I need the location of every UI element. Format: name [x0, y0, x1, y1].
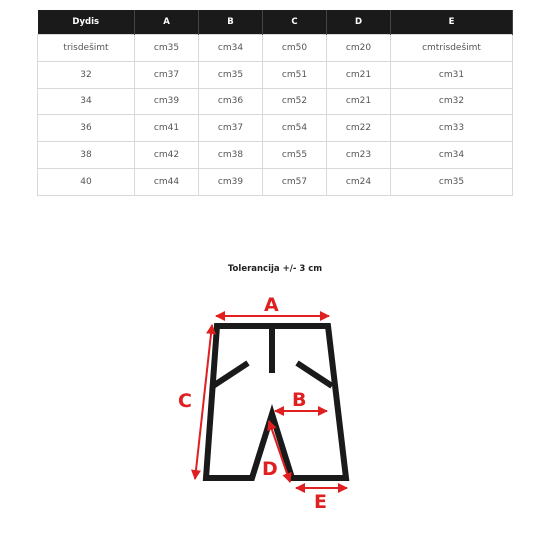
- shorts-outline: [206, 326, 346, 478]
- cell-e: cm33: [391, 115, 513, 142]
- cell-d: cm20: [327, 35, 391, 62]
- cell-b: cm36: [199, 88, 263, 115]
- cell-e: cmtrisdešimt: [391, 35, 513, 62]
- cell-b: cm38: [199, 142, 263, 169]
- cell-a: cm35: [135, 35, 199, 62]
- label-d: D: [262, 458, 278, 480]
- label-c: C: [178, 390, 192, 412]
- label-a: A: [264, 294, 279, 316]
- cell-e: cm34: [391, 142, 513, 169]
- cell-b: cm37: [199, 115, 263, 142]
- cell-size: 40: [38, 168, 135, 195]
- cell-e: cm31: [391, 61, 513, 88]
- cell-b: cm35: [199, 61, 263, 88]
- shorts-body-outline: [206, 326, 346, 478]
- cell-size: 36: [38, 115, 135, 142]
- cell-size: 34: [38, 88, 135, 115]
- cell-size: 32: [38, 61, 135, 88]
- header-size: Dydis: [38, 10, 135, 35]
- cell-c: cm50: [263, 35, 327, 62]
- cell-d: cm23: [327, 142, 391, 169]
- cell-a: cm42: [135, 142, 199, 169]
- cell-a: cm41: [135, 115, 199, 142]
- label-b: B: [292, 389, 307, 411]
- cell-e: cm32: [391, 88, 513, 115]
- cell-d: cm24: [327, 168, 391, 195]
- cell-c: cm54: [263, 115, 327, 142]
- cell-d: cm21: [327, 61, 391, 88]
- header-b: B: [199, 10, 263, 35]
- cell-b: cm34: [199, 35, 263, 62]
- cell-b: cm39: [199, 168, 263, 195]
- header-c: C: [263, 10, 327, 35]
- cell-c: cm51: [263, 61, 327, 88]
- cell-c: cm52: [263, 88, 327, 115]
- cell-d: cm21: [327, 88, 391, 115]
- header-a: A: [135, 10, 199, 35]
- left-pocket-line: [213, 363, 248, 386]
- cell-a: cm37: [135, 61, 199, 88]
- cell-c: cm55: [263, 142, 327, 169]
- tolerance-label: Tolerancija +/- 3 cm: [227, 264, 323, 274]
- cell-a: cm44: [135, 168, 199, 195]
- cell-c: cm57: [263, 168, 327, 195]
- cell-size: trisdešimt: [38, 35, 135, 62]
- label-e: E: [314, 491, 327, 513]
- cell-d: cm22: [327, 115, 391, 142]
- right-pocket-line: [297, 363, 332, 386]
- header-d: D: [327, 10, 391, 35]
- header-e: E: [391, 10, 513, 35]
- cell-a: cm39: [135, 88, 199, 115]
- cell-size: 38: [38, 142, 135, 169]
- cell-e: cm35: [391, 168, 513, 195]
